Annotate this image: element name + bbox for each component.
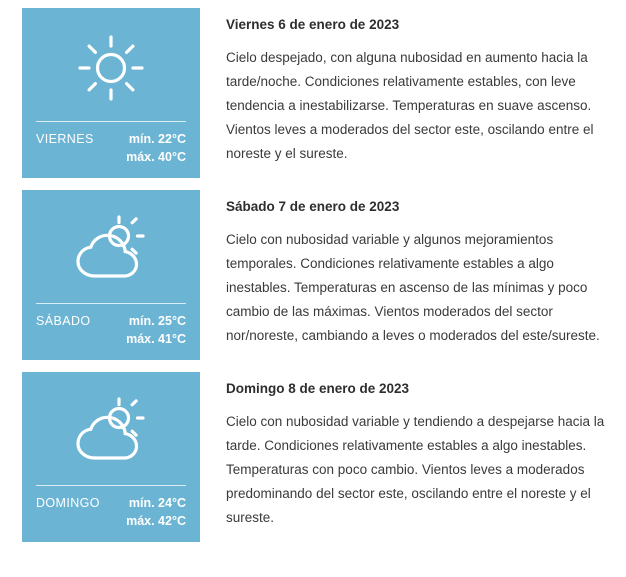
day-label: DOMINGO bbox=[36, 496, 100, 510]
temperature-values bbox=[126, 312, 186, 348]
sun-behind-cloud-icon bbox=[22, 372, 200, 485]
day-title: Viernes 6 de enero de 2023 bbox=[226, 17, 400, 32]
day-label: VIERNES bbox=[36, 132, 94, 146]
day-description: Cielo despejado, con alguna nubosidad en aumento hacia la tarde/noche. Condiciones relativamente estables, con leve tendencia a inestabilizarse. Temperaturas en suave ascenso. Vientos leves a moderados del sector este, oscilando entre el noreste y el sureste. bbox=[226, 50, 594, 161]
day-card-sunday[interactable] bbox=[22, 372, 200, 542]
min-temperature: mín. 25°C bbox=[128, 314, 186, 328]
day-detail bbox=[200, 8, 626, 166]
day-title: Domingo 8 de enero de 2023 bbox=[226, 381, 410, 396]
min-temperature: mín. 24°C bbox=[128, 496, 186, 510]
day-description: Cielo con nubosidad variable y algunos mejoramientos temporales. Condiciones relativamente estables a algo inestables. Temperaturas en ascenso de las mínimas y poco cambio de las máximas. Vientos moderados del sector nor/noreste, cambiando a leves o moderados del este/sureste. bbox=[226, 232, 600, 343]
card-summary bbox=[22, 122, 200, 178]
forecast-row bbox=[0, 190, 626, 360]
card-summary bbox=[22, 486, 200, 542]
day-card-friday[interactable] bbox=[22, 8, 200, 178]
sun-icon bbox=[22, 8, 200, 121]
day-title: Sábado 7 de enero de 2023 bbox=[226, 199, 400, 214]
temperature-values bbox=[126, 130, 186, 166]
day-description: Cielo con nubosidad variable y tendiendo a despejarse hacia la tarde. Condiciones relativamente estables a algo inestables. Temperaturas con poco cambio. Vientos leves a moderados predominando del sector este, oscilando entre el noreste y el sureste. bbox=[226, 414, 605, 525]
temperature-values bbox=[126, 494, 186, 530]
card-summary bbox=[22, 304, 200, 360]
max-temperature: máx. 41°C bbox=[126, 332, 186, 346]
day-detail bbox=[200, 190, 626, 348]
forecast-row bbox=[0, 372, 626, 542]
max-temperature: máx. 42°C bbox=[126, 514, 186, 528]
day-detail bbox=[200, 372, 626, 530]
min-temperature: mín. 22°C bbox=[128, 132, 186, 146]
day-label: SÁBADO bbox=[36, 314, 91, 328]
forecast-row bbox=[0, 8, 626, 178]
sun-behind-cloud-icon bbox=[22, 190, 200, 303]
day-card-saturday[interactable] bbox=[22, 190, 200, 360]
max-temperature: máx. 40°C bbox=[126, 150, 186, 164]
